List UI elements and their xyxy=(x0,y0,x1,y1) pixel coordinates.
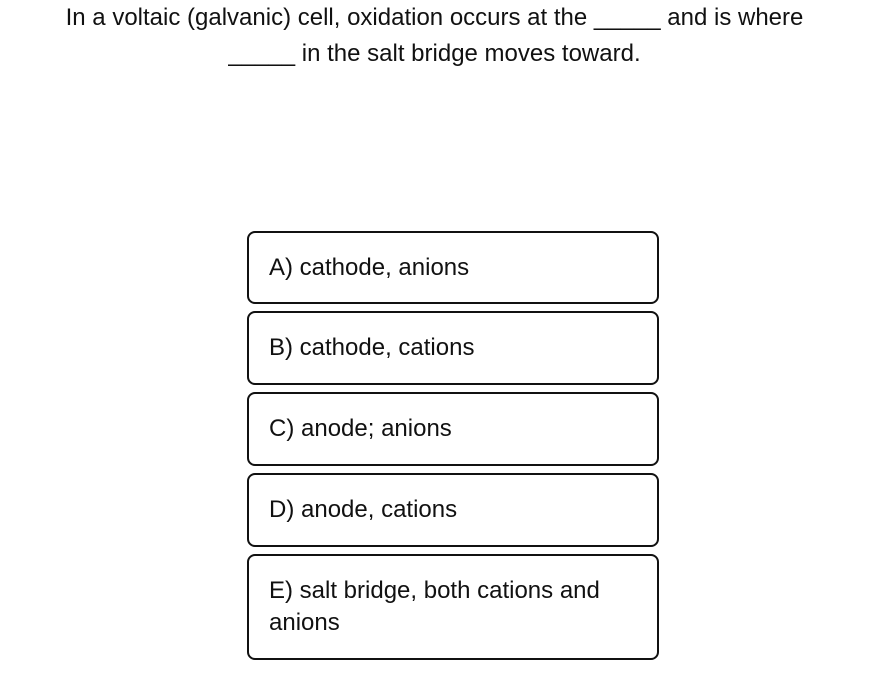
option-a-label: A) cathode, anions xyxy=(269,253,470,281)
question-text xyxy=(0,0,869,72)
option-b-label: B) cathode, cations xyxy=(269,334,475,361)
option-e[interactable] xyxy=(247,554,659,660)
option-d[interactable] xyxy=(247,473,659,547)
option-d-label: D) anode, cations xyxy=(269,496,458,523)
option-e-label: E) salt bridge, both cations and anions xyxy=(269,577,600,636)
option-c[interactable] xyxy=(247,392,659,466)
option-c-label: C) anode; anions xyxy=(269,415,452,442)
question-line-1: In a voltaic (galvanic) cell, oxidation occurs at the _____ and is where xyxy=(65,4,804,31)
option-b[interactable] xyxy=(247,311,659,385)
option-a[interactable] xyxy=(247,231,659,304)
question-line-2: _____ in the salt bridge moves toward. xyxy=(228,40,641,67)
